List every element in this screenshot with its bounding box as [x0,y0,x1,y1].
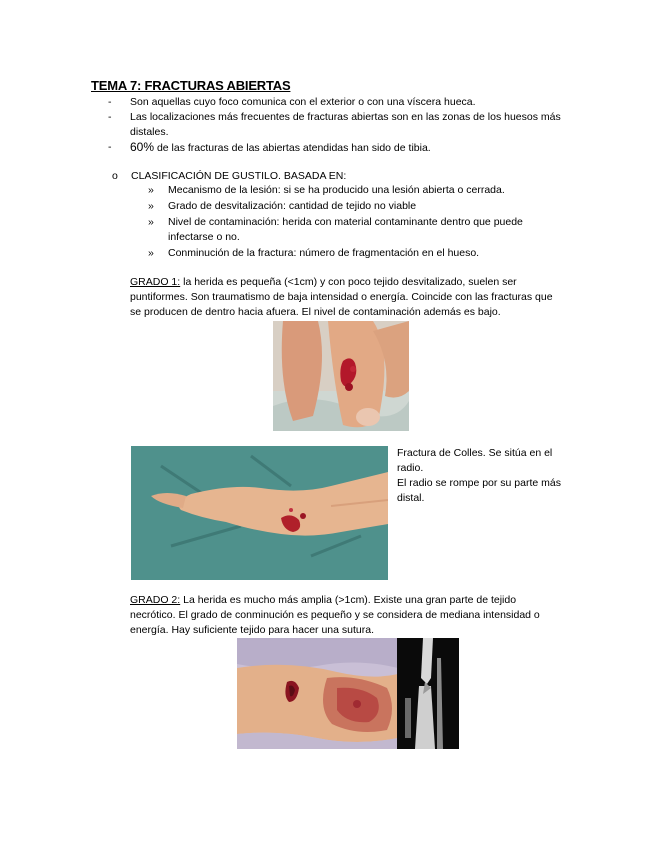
intro-item-text: Son aquellas cuyo foco comunica con el exterior o con una víscera hueca. [130,96,476,108]
criterion-contamination [148,215,528,245]
criterion-text: Mecanismo de la lesión: si se ha producido una lesión abierta o cerrada. [168,184,505,196]
criterion-comminution [148,246,528,261]
grado1-text: se producen de dentro hacia afuera. El nivel de contaminación además es bajo. [130,306,501,318]
page-title: TEMA 7: FRACTURAS ABIERTAS [91,78,291,93]
intro-item-text: distales. [130,126,169,138]
criterion-mechanism [148,183,528,198]
intro-list [108,95,578,156]
grado1-label: GRADO 1: [130,276,181,288]
grado2-text: energía. Hay suficiente tejido para hacer una sutura. [130,624,374,636]
criterion-text: Nivel de contaminación: herida con material contaminante dentro que puede [168,216,523,228]
grado1-text: la herida es pequeña (<1cm) y con poco tejido desvitalizado, suelen ser [180,276,517,288]
dash-marker: - [108,96,112,108]
leg-wound-photo [237,638,398,749]
grado1-paragraph [130,275,570,320]
xray-photo [397,638,459,749]
double-chevron-icon: » [148,184,154,196]
classification-title: CLASIFICACIÓN DE GUSTILO. BASADA EN: [131,170,347,182]
dash-marker: - [108,141,112,153]
double-chevron-icon: » [148,200,154,212]
caption-line: Fractura de Colles. Se sitúa en el [397,447,553,459]
criterion-text: Conminución de la fractura: número de fragmentación en el hueso. [168,247,480,259]
criterion-text: infectarse o no. [168,231,240,243]
circle-marker: o [112,170,118,182]
criterion-text: Grado de desvitalización: cantidad de tejido no viable [168,200,417,212]
classification-list [148,183,528,262]
intro-item-text: de las fracturas de las abiertas atendidas han sido de tibia. [154,142,431,154]
intro-item-tibia [108,140,578,156]
grado1-text: puntiformes. Son traumatismo de baja intensidad o energía. Coincide con las fracturas que [130,291,553,303]
double-chevron-icon: » [148,247,154,259]
dash-marker: - [108,111,112,123]
intro-item-localization [108,110,578,140]
finger-wound-photo [273,321,409,431]
grado2-paragraph [130,593,570,638]
intro-item-text: Las localizaciones más frecuentes de fracturas abiertas son en las zonas de los huesos más [130,111,561,123]
caption-line: distal. [397,492,425,504]
colles-caption [397,446,572,506]
double-chevron-icon: » [148,216,154,228]
grado2-text: La herida es mucho más amplia (>1cm). Existe una gran parte de tejido [180,594,517,606]
grado2-text: necrótico. El grado de conminución es pequeño y se considera de mediana intensidad o [130,609,540,621]
criterion-devitalization [148,199,528,214]
caption-line: radio. [397,462,424,474]
intro-item-definition [108,95,578,110]
colles-fracture-photo [131,446,388,580]
caption-line: El radio se rompe por su parte más [397,477,561,489]
percentage-value: 60% [130,140,155,154]
grado2-label: GRADO 2: [130,594,181,606]
